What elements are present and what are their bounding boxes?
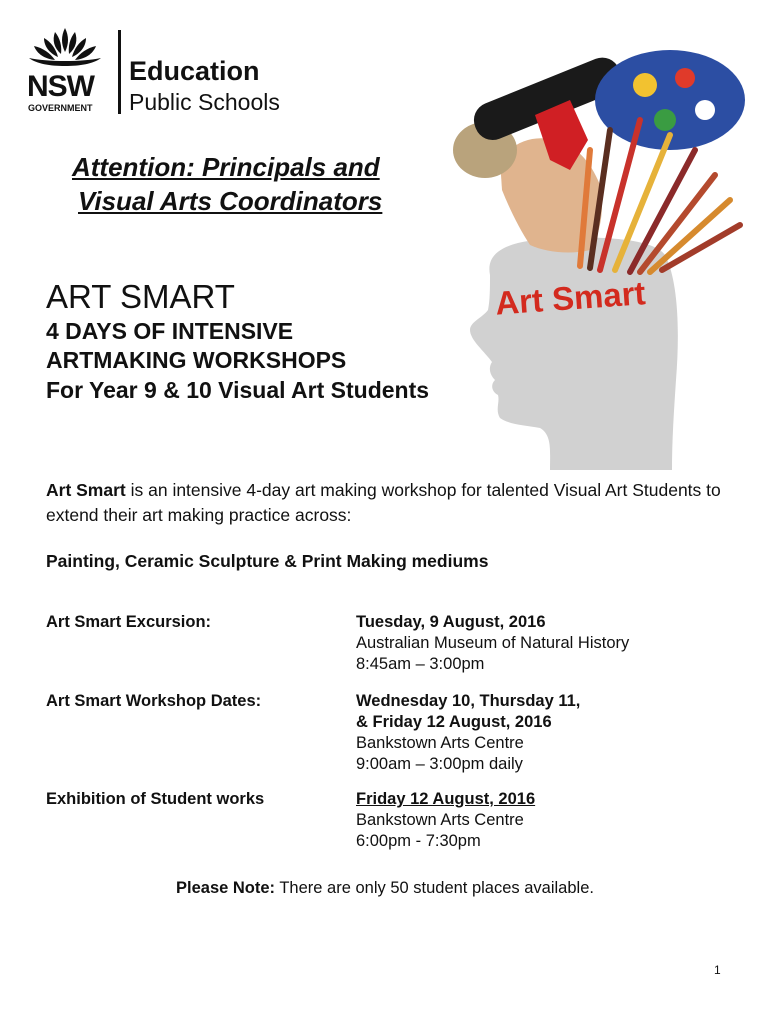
exhibition-time: 6:00pm - 7:30pm [356,832,481,850]
workshop-venue: Bankstown Arts Centre [356,734,524,752]
workshop-details [356,691,580,775]
places-note [0,877,770,899]
logo-government: GOVERNMENT [28,103,93,113]
page-number: 1 [714,963,721,977]
attention-heading [72,150,432,218]
logo-education: Education [129,56,260,86]
attention-line-1: Attention: Principals and [72,152,380,182]
workshop-label: Art Smart Workshop Dates: [46,692,262,710]
logo-public-schools: Public Schools [129,89,280,115]
logo-divider [118,30,121,114]
logo-nsw: NSW [27,70,94,103]
subtitle-line-1: 4 DAYS OF INTENSIVE [46,318,294,344]
attention-line-2: Visual Arts Coordinators [78,186,383,216]
exhibition-date: Friday 12 August, 2016 [356,790,536,808]
intro-paragraph [46,478,736,528]
nsw-education-logo [25,26,315,118]
mediums-line: Painting, Ceramic Sculpture & Print Making mediums [46,551,489,571]
workshop-time: 9:00am – 3:00pm daily [356,755,523,773]
note-label: Please Note: [176,879,276,897]
intro-bold: Art Smart [46,480,126,500]
head-silhouette [470,238,678,470]
workshop-date-line-2: & Friday 12 August, 2016 [356,713,552,731]
art-smart-logo-text: Art Smart [494,274,647,322]
waratah-icon [25,26,105,72]
intro-text: is an intensive 4-day art making workshop for talented Visual Art Students to extend their art making practice across: [46,480,721,525]
excursion-details [356,612,629,675]
exhibition-details [356,789,535,852]
excursion-venue: Australian Museum of Natural History [356,634,630,652]
excursion-time: 8:45am – 3:00pm [356,655,485,673]
exhibition-venue: Bankstown Arts Centre [356,811,524,829]
subtitle-line-2: ARTMAKING WORKSHOPS [46,347,347,373]
workshop-date-line-1: Wednesday 10, Thursday 11, [356,692,581,710]
note-text: There are only 50 student places available. [275,879,594,897]
art-smart-illustration [440,40,755,470]
subtitle-line-3: For Year 9 & 10 Visual Art Students [46,377,430,403]
excursion-date: Tuesday, 9 August, 2016 [356,613,546,631]
page-title: ART SMART [46,278,235,315]
exhibition-label: Exhibition of Student works [46,790,265,808]
excursion-label: Art Smart Excursion: [46,613,212,631]
